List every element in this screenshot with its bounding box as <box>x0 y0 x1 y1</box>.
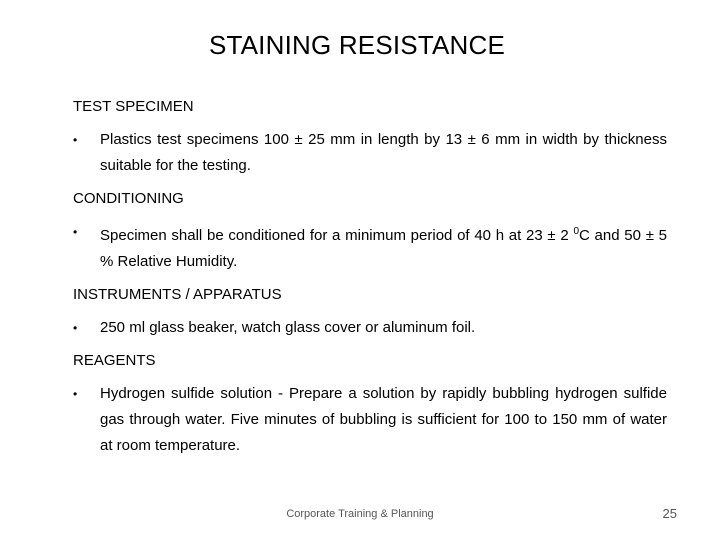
section-reagents <box>73 350 667 459</box>
section-heading: REAGENTS <box>73 352 156 369</box>
degree-superscript: 0 <box>573 226 579 237</box>
bullet-text: Hydrogen sulfide solution - Prepare a solution by rapidly bubbling hydrogen sulfide gas through water. Five minutes of bubbling is sufficient for 100 to 150 mm of water at room temperature. <box>100 385 667 454</box>
bullet-icon: • <box>73 225 78 239</box>
bullet-item <box>73 219 667 275</box>
bullet-text <box>100 219 667 275</box>
bullet-icon: • <box>73 387 78 401</box>
section-heading: CONDITIONING <box>73 190 184 207</box>
section-conditioning <box>73 188 667 275</box>
section-instruments <box>73 284 667 341</box>
bullet-item <box>73 315 667 341</box>
bullet-item <box>73 381 667 459</box>
footer-text: Corporate Training & Planning <box>286 508 434 520</box>
section-heading: INSTRUMENTS / APPARATUS <box>73 286 282 303</box>
bullet-icon: • <box>73 321 78 335</box>
slide-content <box>73 96 667 468</box>
bullet-text: Plastics test specimens 100 ± 25 mm in length by 13 ± 6 mm in width by thickness suitable for the testing. <box>100 131 667 174</box>
section-test-specimen <box>73 96 667 179</box>
text-part: Specimen shall be conditioned for a minimum period of 40 h at 23 ± 2 <box>100 227 574 244</box>
page-number: 25 <box>662 506 677 521</box>
bullet-icon: • <box>73 133 78 147</box>
section-heading: TEST SPECIMEN <box>73 98 194 115</box>
text-part: C and 50 ± 5 % Relative Humidity. <box>100 227 667 270</box>
slide-title: STAINING RESISTANCE <box>208 30 506 60</box>
bullet-text: 250 ml glass beaker, watch glass cover or aluminum foil. <box>100 319 476 336</box>
bullet-item <box>73 127 667 179</box>
